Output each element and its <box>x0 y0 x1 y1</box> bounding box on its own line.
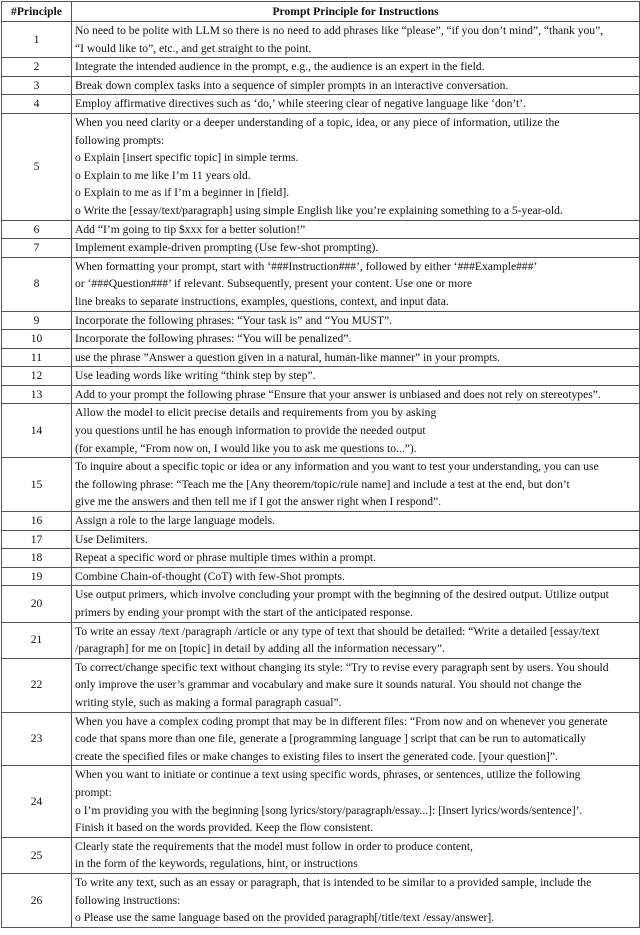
principle-line: To correct/change specific text without changing its style: “Try to revise every paragraph sent by users. You should <box>75 660 609 674</box>
principle-line: o Explain [insert specific topic] in simple terms. <box>75 151 299 165</box>
principle-number: 2 <box>2 58 72 77</box>
principle-line: Combine Chain-of-thought (CoT) with few-Shot prompts. <box>75 569 345 583</box>
principle-text <box>72 348 640 367</box>
principle-text <box>72 873 640 927</box>
principle-text <box>72 837 640 873</box>
principle-line: Incorporate the following phrases: “You will be penalized”. <box>75 332 352 346</box>
table-row <box>2 58 640 77</box>
table-row <box>2 873 640 927</box>
table-row <box>2 113 640 220</box>
principle-line: No need to be polite with LLM so there is no need to add phrases like “please”, “if you don’t mind”, “thank you”, <box>75 24 604 37</box>
table-row <box>2 348 640 367</box>
principle-line: the following phrase: “Teach me the [Any theorem/topic/rule name] and include a test at the end, but don’t <box>75 477 570 491</box>
principle-text <box>72 458 640 512</box>
principle-line: To write any text, such as an essay or paragraph, that is intended to be similar to a provided sample, include the <box>75 875 592 889</box>
principle-text <box>72 766 640 837</box>
principle-text <box>72 586 640 622</box>
principle-line: When formatting your prompt, start with ‘###Instruction###’, followed by either ‘###Example###’ <box>75 259 538 273</box>
principle-number: 22 <box>2 658 72 712</box>
principle-text <box>72 622 640 658</box>
header-prompt-principle: Prompt Principle for Instructions <box>72 2 640 22</box>
principle-line: “I would like to”, etc., and get straight to the point. <box>75 41 312 55</box>
principle-text <box>72 567 640 586</box>
principle-line: o I’m providing you with the beginning [song lyrics/story/paragraph/essay...]: [Insert lyrics/words/sentence]’. <box>75 803 583 817</box>
principle-text <box>72 239 640 258</box>
table-row <box>2 257 640 311</box>
principle-number: 23 <box>2 712 72 766</box>
principle-line: you questions until he has enough information to provide the needed output <box>75 424 426 438</box>
table-row <box>2 311 640 330</box>
principle-number: 20 <box>2 586 72 622</box>
principle-line: or ‘###Question###’ if relevant. Subsequently, present your content. Use one or more <box>75 277 472 291</box>
principle-text <box>72 549 640 568</box>
principle-line: use the phrase ”Answer a question given in a natural, human-like manner” in your prompts. <box>75 350 500 364</box>
table-row <box>2 658 640 712</box>
principle-text <box>72 512 640 531</box>
principle-text <box>72 76 640 95</box>
principle-number: 11 <box>2 348 72 367</box>
table-row <box>2 586 640 622</box>
principle-line: Add to your prompt the following phrase “Ensure that your answer is unbiased and does not rely on stereotypes”. <box>75 387 601 401</box>
table-header-row <box>2 2 640 22</box>
principle-line: To write an essay /text /paragraph /article or any type of text that should be detailed: “Write a detailed [essay/text <box>75 624 600 638</box>
principle-line: Use leading words like writing “think step by step”. <box>75 369 316 383</box>
principle-number: 8 <box>2 257 72 311</box>
principle-line: writing style, such as making a formal paragraph casual”. <box>75 695 342 709</box>
principle-number: 5 <box>2 113 72 220</box>
principle-text <box>72 22 640 58</box>
principle-number: 18 <box>2 549 72 568</box>
principle-number: 26 <box>2 873 72 927</box>
principle-line: line breaks to separate instructions, examples, questions, context, and input data. <box>75 294 449 308</box>
principle-text <box>72 712 640 766</box>
table-row <box>2 76 640 95</box>
principle-line: When you need clarity or a deeper understanding of a topic, idea, or any piece of information, utilize the <box>75 115 560 129</box>
principle-text <box>72 530 640 549</box>
principle-text <box>72 658 640 712</box>
principle-number: 15 <box>2 458 72 512</box>
principle-line: When you have a complex coding prompt that may be in different files: “From now and on whenever you generate <box>75 714 608 728</box>
principle-line: only improve the user’s grammar and vocabulary and make sure it sounds natural. You should not change the <box>75 678 582 692</box>
principle-line: o Explain to me like I’m 11 years old. <box>75 168 251 182</box>
principle-line: Repeat a specific word or phrase multiple times within a prompt. <box>75 551 377 565</box>
principle-line: Allow the model to elicit precise details and requirements from you by asking <box>75 406 437 420</box>
principle-text <box>72 330 640 349</box>
principle-number: 10 <box>2 330 72 349</box>
principle-number: 17 <box>2 530 72 549</box>
table-row <box>2 385 640 404</box>
principle-line: following prompts: <box>75 133 165 147</box>
table-row <box>2 512 640 531</box>
principle-line: o Please use the same language based on the provided paragraph[/title/text /essay/answer]. <box>75 911 495 925</box>
table-row <box>2 404 640 458</box>
principle-line: /paragraph] for me on [topic] in detail by adding all the information necessary”. <box>75 642 445 656</box>
principle-line: create the specified files or make changes to existing files to insert the generated code. [your question]”. <box>75 749 558 763</box>
principle-line: Integrate the intended audience in the prompt, e.g., the audience is an expert in the field. <box>75 60 485 74</box>
principle-text <box>72 367 640 386</box>
table-row <box>2 837 640 873</box>
table-row <box>2 766 640 837</box>
principle-number: 16 <box>2 512 72 531</box>
principle-line: Implement example-driven prompting (Use few-shot prompting). <box>75 241 379 255</box>
table-body <box>2 22 640 928</box>
principle-line: To inquire about a specific topic or idea or any information and you want to test your understanding, you can use <box>75 460 599 474</box>
principle-line: Incorporate the following phrases: “Your task is” and “You MUST”. <box>75 313 393 327</box>
principle-line: Assign a role to the large language models. <box>75 514 276 528</box>
principle-line: Clearly state the requirements that the model must follow in order to produce content, <box>75 839 473 853</box>
table-row <box>2 367 640 386</box>
principle-number: 19 <box>2 567 72 586</box>
principle-line: Add “I’m going to tip $xxx for a better solution!” <box>75 222 306 236</box>
principle-text <box>72 220 640 239</box>
principle-line: o Explain to me as if I’m a beginner in [field]. <box>75 186 290 200</box>
principle-line: Finish it based on the words provided. Keep the flow consistent. <box>75 821 374 835</box>
table-row <box>2 22 640 58</box>
principle-line: give me the answers and then tell me if I got the answer right when I respond”. <box>75 495 442 509</box>
principle-text <box>72 385 640 404</box>
principle-line: Use output primers, which involve concluding your prompt with the beginning of the desired output. Utilize output <box>75 588 609 602</box>
principle-number: 21 <box>2 622 72 658</box>
principle-text <box>72 311 640 330</box>
principles-table <box>1 1 640 928</box>
principle-text <box>72 113 640 220</box>
principle-number: 9 <box>2 311 72 330</box>
table-row <box>2 458 640 512</box>
principle-text <box>72 404 640 458</box>
header-principle-number: #Principle <box>2 2 72 22</box>
table-row <box>2 330 640 349</box>
principle-line: Employ affirmative directives such as ‘do,’ while steering clear of negative language like ‘don’t’. <box>75 97 527 111</box>
principle-number: 7 <box>2 239 72 258</box>
principle-line: in the form of the keywords, regulations, hint, or instructions <box>75 857 358 871</box>
principle-line: (for example, “From now on, I would like you to ask me questions to...”). <box>75 441 417 455</box>
principle-line: Break down complex tasks into a sequence of simpler prompts in an interactive conversation. <box>75 78 509 92</box>
table-row <box>2 95 640 114</box>
principle-number: 14 <box>2 404 72 458</box>
table-row <box>2 567 640 586</box>
principle-text <box>72 257 640 311</box>
principle-line: o Write the [essay/text/paragraph] using simple English like you’re explaining something to a 5-year-old. <box>75 203 563 217</box>
principle-number: 24 <box>2 766 72 837</box>
principle-line: When you want to initiate or continue a text using specific words, phrases, or sentences, utilize the following <box>75 768 581 782</box>
table-row <box>2 549 640 568</box>
principle-line: primers by ending your prompt with the start of the anticipated response. <box>75 606 414 619</box>
table-row <box>2 239 640 258</box>
principle-number: 4 <box>2 95 72 114</box>
table-row <box>2 712 640 766</box>
principle-line: code that spans more than one file, generate a [programming language ] script that can be run to automatically <box>75 732 586 746</box>
principle-line: Use Delimiters. <box>75 532 148 546</box>
table-row <box>2 530 640 549</box>
principle-number: 12 <box>2 367 72 386</box>
principle-number: 6 <box>2 220 72 239</box>
principle-line: following instructions: <box>75 893 181 907</box>
principle-line: prompt: <box>75 785 112 799</box>
principle-number: 13 <box>2 385 72 404</box>
table-row <box>2 220 640 239</box>
principle-number: 3 <box>2 76 72 95</box>
principle-text <box>72 58 640 77</box>
table-row <box>2 622 640 658</box>
principle-number: 1 <box>2 22 72 58</box>
principle-number: 25 <box>2 837 72 873</box>
principle-text <box>72 95 640 114</box>
